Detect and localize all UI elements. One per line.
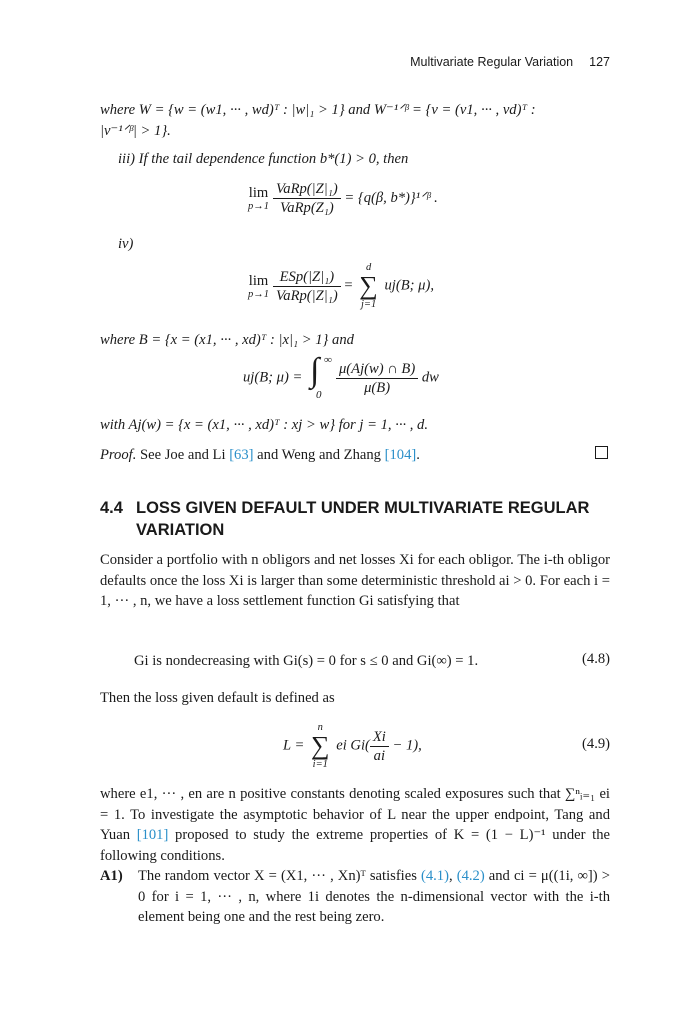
fraction-numerator: μ(Aj(w) ∩ B) [336, 360, 418, 379]
equation-lhs: L = [283, 737, 305, 754]
differential: dw [421, 369, 439, 386]
fraction-numerator: ESp(|Z|₁) [273, 268, 341, 287]
proof-text-2: and Weng and Zhang [257, 447, 381, 463]
es-ratio-fraction [273, 268, 341, 305]
ref-eq-4-1[interactable]: (4.1) [421, 868, 449, 884]
limit-operator: lim p→1 [248, 272, 269, 300]
section-title-line2: VARIATION [136, 521, 225, 539]
equation-lhs: uj(B; μ) = [243, 369, 303, 386]
condition-text-3: and ci = μ((1i, ∞]) > 0 for i = 1, ··· , n, where 1i denotes the n-dimensional vector with the i-th element being one and the rest being zero. [138, 868, 610, 925]
term-minus-one: − 1), [392, 737, 422, 754]
limit-operator: lim p→1 [248, 185, 269, 212]
page-number: 127 [589, 55, 610, 69]
equation-rhs: uj(B; μ), [384, 277, 434, 294]
proof-line: Proof. See Joe and Li [63] and Weng and Zhang [104]. [100, 447, 420, 463]
where-w-line2: |v⁻¹ᐟᵝ| > 1}. [100, 122, 171, 139]
running-header [410, 55, 610, 69]
equation-rhs: = {q(β, b*)}¹ᐟᵝ . [344, 189, 438, 206]
running-title: Multivariate Regular Variation [410, 55, 574, 69]
condition-a1: A1) The random vector X = (X1, ··· , Xn)ᵀ satisfies (4.1), (4.2) and ci = μ((1i, ∞]) > 0 for i = 1, ··· , n, where 1i denotes the n-dimensional vector with the i-th element being one and the rest being zero. [100, 866, 610, 928]
equation-4-8: Gi is nondecreasing with Gi(s) = 0 for s ≤ 0 and Gi(∞) = 1. [134, 653, 479, 669]
fraction-denominator: VaRp(|Z|₁) [276, 287, 338, 304]
paragraph-exposures-text-b: proposed to study the extreme properties of K = (1 − L)⁻¹ under the following conditions. [100, 827, 610, 864]
citation-101[interactable]: [101] [136, 827, 169, 843]
where-b-definition: where B = {x = (x1, ··· , xd)ᵀ : |x|₁ > 1} and [100, 332, 354, 348]
where-w-definition [100, 100, 610, 141]
mu-ratio-fraction [336, 360, 418, 397]
equation-iv [248, 262, 434, 310]
fraction-numerator: Xi [370, 728, 389, 747]
equation-number-4-9: (4.9) [582, 736, 610, 752]
ref-eq-4-2[interactable]: (4.2) [456, 868, 485, 884]
where-w-line1: where W = {w = (w1, ··· , wd)ᵀ : |w|₁ > 1} and W⁻¹ᐟᵝ = {v = (v1, ··· , vd)ᵀ : [100, 102, 536, 118]
fraction-denominator: μ(B) [364, 379, 391, 396]
integral-sign: ∫ ∞ 0 [309, 352, 332, 401]
condition-label: A1) [100, 868, 123, 884]
qed-box-icon [595, 446, 608, 459]
equals-sign: = [344, 277, 353, 294]
paragraph-exposures-text-a: where e1, ··· , en are n positive constants denoting scaled exposures such that ∑ⁿᵢ₌₁ ei = 1. To investigate the asymptotic behavior of L near the upper endpoint, Tang and Yuan [100, 786, 610, 843]
section-heading [100, 497, 610, 541]
with-a-definition: with Aj(w) = {x = (x1, ··· , xd)ᵀ : xj > w} for j = 1, ··· , d. [100, 417, 429, 433]
x-over-a-fraction [370, 728, 389, 765]
summation: d ∑ j=1 [359, 262, 378, 310]
term-e-g: ei Gi( [336, 737, 370, 754]
equation-u [243, 352, 439, 401]
paragraph-exposures [100, 784, 610, 866]
proof-text-1: See Joe and Li [140, 447, 226, 463]
equation-number-4-8: (4.8) [582, 651, 610, 667]
summation: n ∑ i=1 [311, 722, 330, 770]
item-iii: iii) If the tail dependence function b*(1) > 0, then [118, 151, 409, 167]
section-title-line1: LOSS GIVEN DEFAULT UNDER MULTIVARIATE REGULAR [136, 499, 590, 517]
proof-label: Proof. [100, 447, 137, 463]
section-number: 4.4 [100, 499, 123, 517]
fraction-numerator: VaRp(|Z|₁) [273, 180, 341, 199]
var-ratio-fraction [273, 180, 341, 217]
equation-4-9 [283, 722, 422, 770]
fraction-denominator: ai [373, 747, 386, 764]
fraction-denominator: VaRp(Z₁) [280, 200, 334, 216]
paragraph-lgd-intro: Then the loss given default is defined as [100, 690, 335, 706]
paragraph-portfolio: Consider a portfolio with n obligors and net losses Xi for each obligor. The i-th obligor defaults once the loss Xi is larger than some deterministic threshold ai > 0. For each i = 1, ··· , n, we have a loss settlement function Gi satisfying that [100, 552, 610, 609]
item-iv: iv) [118, 236, 134, 252]
citation-104[interactable]: [104] [384, 447, 417, 463]
citation-63[interactable]: [63] [229, 447, 254, 463]
condition-text-1: The random vector X = (X1, ··· , Xn)ᵀ satisfies [138, 868, 417, 884]
equation-iii [248, 180, 438, 217]
